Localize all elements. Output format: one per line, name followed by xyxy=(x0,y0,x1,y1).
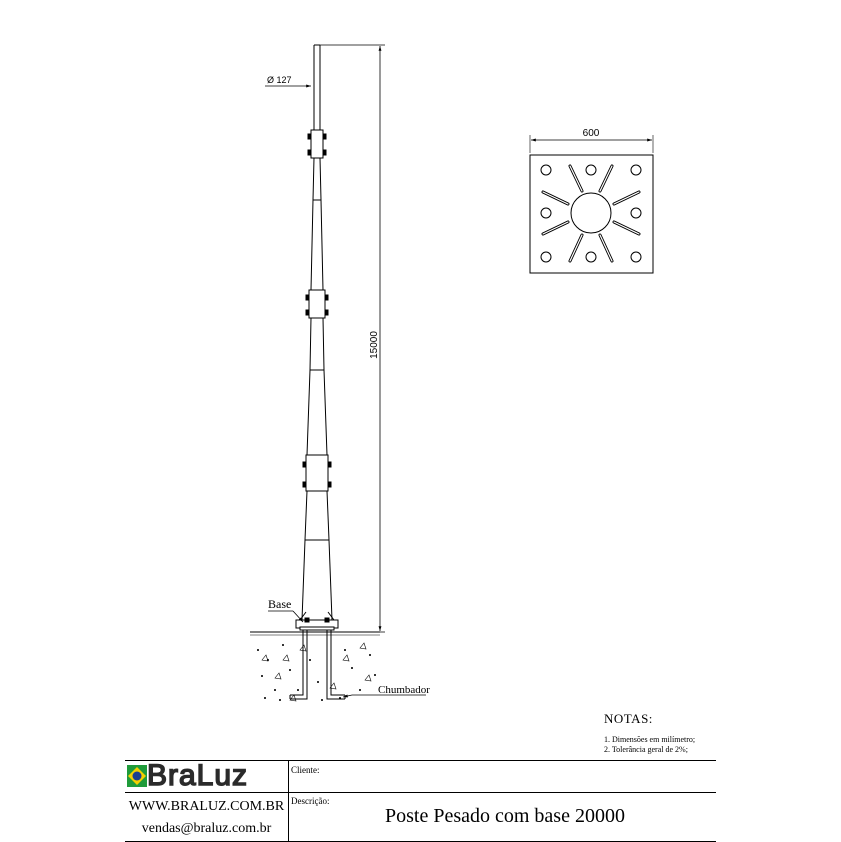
plate-width-label: 600 xyxy=(582,128,600,139)
logo-text: BraLuz xyxy=(147,759,249,792)
brazil-flag-icon xyxy=(127,765,147,787)
email-text: vendas@braluz.com.br xyxy=(141,821,272,836)
notes xyxy=(604,711,695,755)
title-block xyxy=(125,760,716,842)
concrete-foundation xyxy=(250,630,380,701)
client-label: Cliente: xyxy=(291,765,320,775)
description-value: Poste Pesado com base 20000 xyxy=(385,805,625,827)
divider xyxy=(288,761,289,841)
base-plate-plan xyxy=(530,135,653,273)
note-item: 1. Dimensões em milímetro; xyxy=(604,735,696,744)
height-label: 15000 xyxy=(369,331,380,359)
logo xyxy=(125,761,288,791)
anchor-label: Chumbador xyxy=(378,684,430,696)
notes-title: NOTAS: xyxy=(604,711,653,726)
pole xyxy=(296,45,338,630)
diameter-label: Ø 127 xyxy=(267,75,292,85)
divider xyxy=(125,792,288,793)
description-label: Descrição: xyxy=(291,796,330,806)
note-item: 2. Tolerância geral de 2%; xyxy=(604,745,688,754)
website-text: WWW.BRALUZ.COM.BR xyxy=(128,799,285,814)
base-label: Base xyxy=(268,597,292,611)
divider xyxy=(288,792,716,793)
